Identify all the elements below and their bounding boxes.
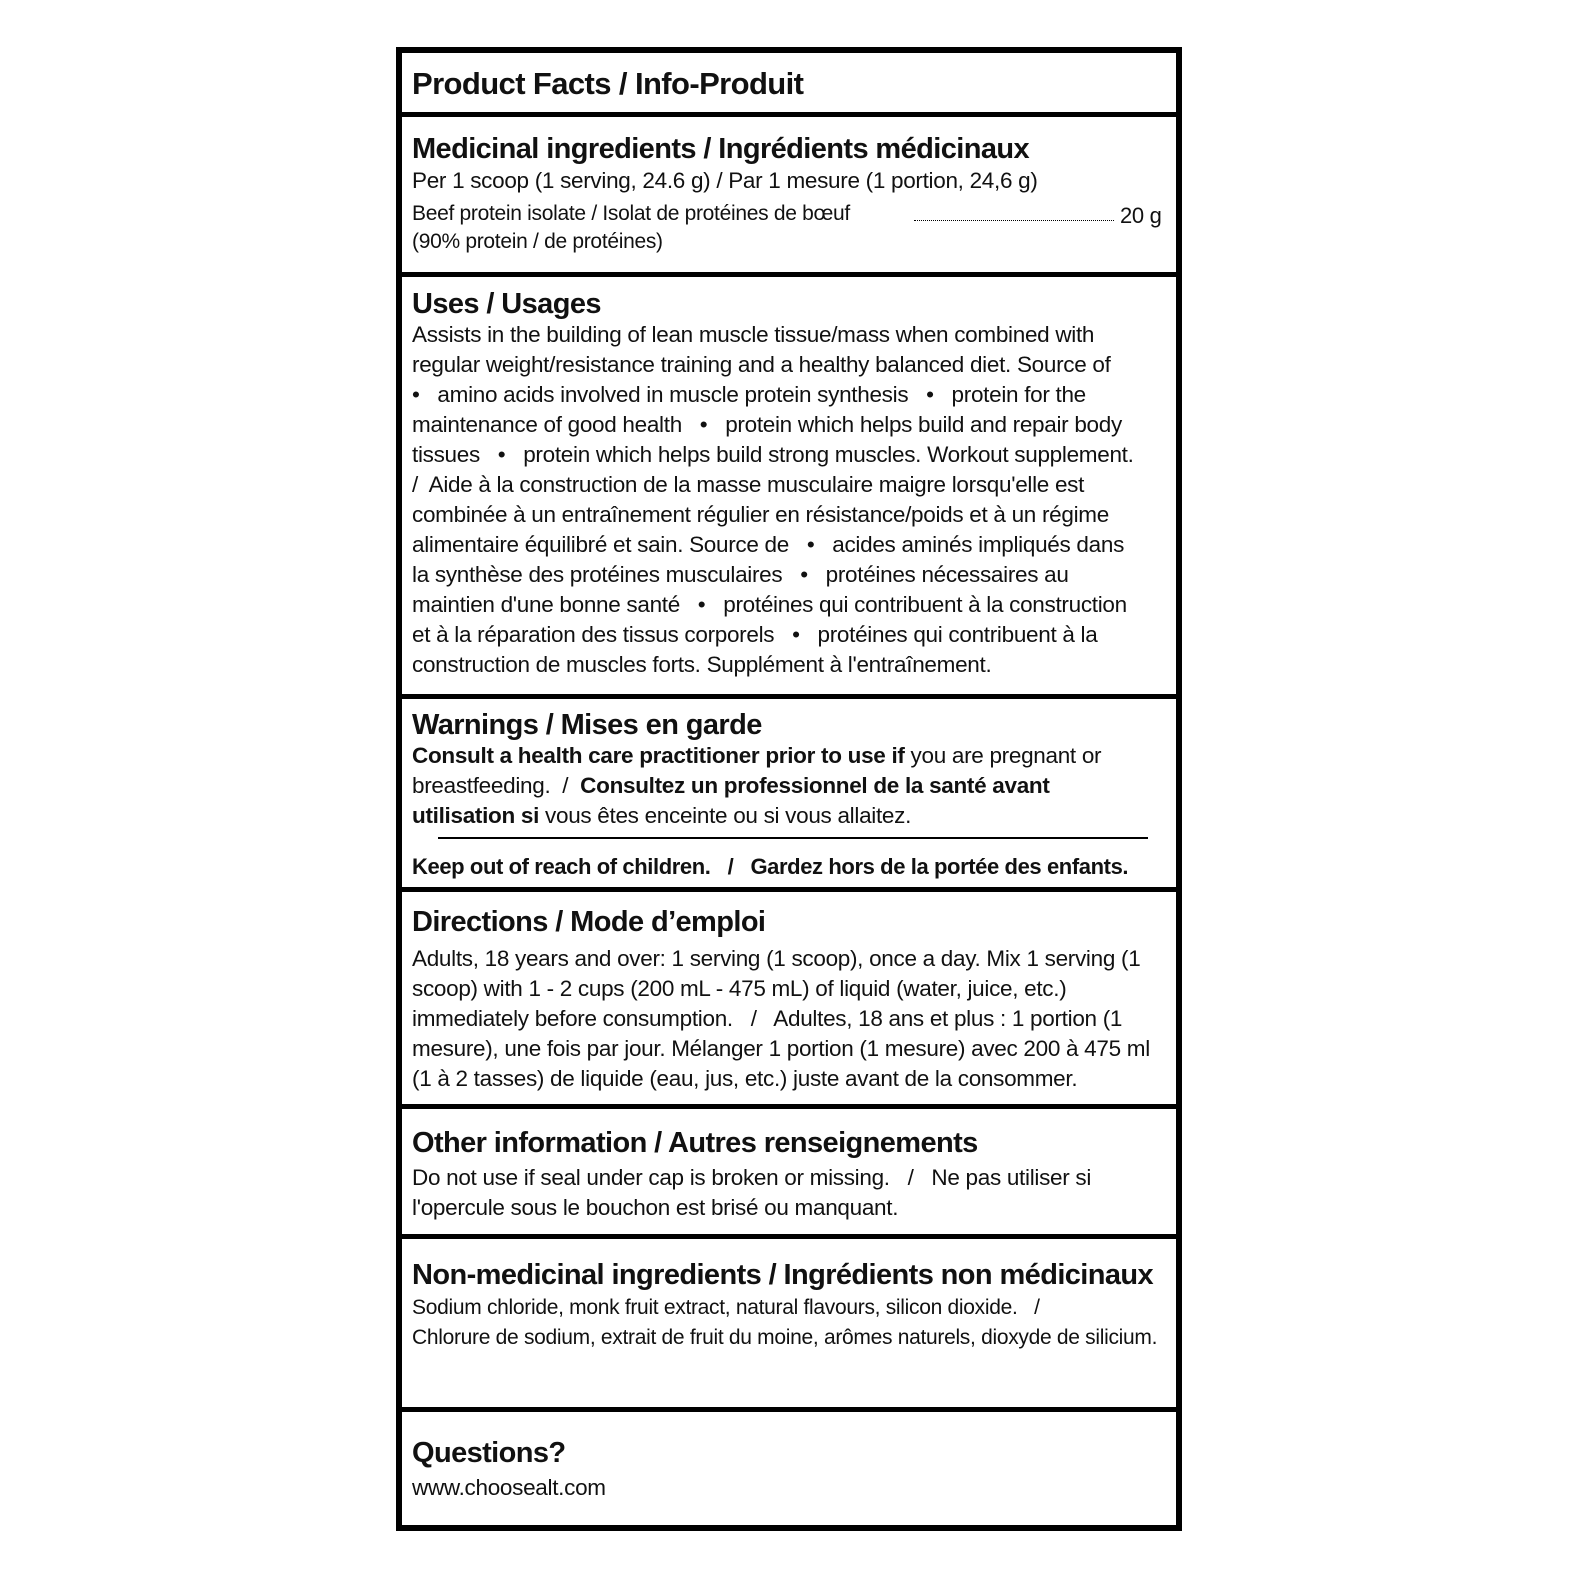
- directions-section: [402, 906, 1176, 1094]
- divider: [402, 1234, 1176, 1239]
- non-medicinal-line: Sodium chloride, monk fruit extract, natural flavours, silicon dioxide. /: [412, 1296, 1040, 1319]
- other-heading: Other information / Autres renseignements: [412, 1127, 978, 1159]
- other-line: l'opercule sous le bouchon est brisé ou manquant.: [412, 1195, 899, 1220]
- non-medicinal-heading: Non-medicinal ingredients / Ingrédients non médicinaux: [412, 1259, 1154, 1291]
- warning-fr-bold: utilisation si: [412, 803, 540, 828]
- product-facts-panel: [396, 47, 1182, 1531]
- uses-line: alimentaire équilibré et sain. Source de • acides aminés impliqués dans: [412, 532, 1125, 557]
- directions-line: Adults, 18 years and over: 1 serving (1 scoop), once a day. Mix 1 serving (1: [412, 946, 1141, 971]
- ingredient-row: [412, 200, 1168, 228]
- ingredient-amount: 20 g: [1120, 203, 1162, 228]
- uses-line: tissues • protein which helps build strong muscles. Workout supplement.: [412, 442, 1134, 467]
- questions-heading: Questions?: [412, 1437, 566, 1469]
- panel-title-section: [402, 67, 1176, 101]
- uses-line: combinée à un entraînement régulier en résistance/poids et à un régime: [412, 502, 1109, 527]
- keep-out-of-reach: Keep out of reach of children. / Gardez hors de la portée des enfants.: [412, 854, 1129, 879]
- warning-fr-text: vous êtes enceinte ou si vous allaitez.: [539, 803, 912, 828]
- uses-heading: Uses / Usages: [412, 288, 601, 320]
- ingredient-note: (90% protein / de protéines): [412, 230, 663, 253]
- medicinal-ingredients-section: [402, 133, 1176, 256]
- warning-line: [412, 771, 1168, 801]
- keep-out-section: [402, 852, 1176, 882]
- warning-en-bold: Consult a health care practitioner prior to use if: [412, 743, 905, 768]
- divider: [402, 694, 1176, 699]
- uses-line: maintenance of good health • protein which helps build and repair body: [412, 412, 1122, 437]
- website-link[interactable]: www.choosealt.com: [412, 1475, 606, 1500]
- dotted-leader: [914, 220, 1114, 221]
- panel-title: Product Facts / Info-Produit: [412, 66, 804, 101]
- uses-line: construction de muscles forts. Supplément à l'entraînement.: [412, 652, 992, 677]
- divider: [402, 1104, 1176, 1109]
- uses-line: maintien d'une bonne santé • protéines qui contribuent à la construction: [412, 592, 1127, 617]
- divider: [402, 112, 1176, 117]
- divider: [402, 887, 1176, 892]
- non-medicinal-line: Chlorure de sodium, extrait de fruit du moine, arômes naturels, dioxyde de silicium.: [412, 1326, 1158, 1349]
- ingredient-name: Beef protein isolate / Isolat de protéines de bœuf: [412, 202, 850, 225]
- warnings-inner-divider: [438, 837, 1148, 839]
- uses-line: regular weight/resistance training and a healthy balanced diet. Source of: [412, 352, 1111, 377]
- warning-en-text: breastfeeding. /: [412, 773, 581, 798]
- warnings-section: [402, 709, 1176, 831]
- uses-line: la synthèse des protéines musculaires • protéines nécessaires au: [412, 562, 1069, 587]
- divider: [402, 1407, 1176, 1412]
- directions-line: mesure), une fois par jour. Mélanger 1 portion (1 mesure) avec 200 à 475 ml: [412, 1036, 1150, 1061]
- other-line: Do not use if seal under cap is broken or missing. / Ne pas utiliser si: [412, 1165, 1092, 1190]
- warning-en-text: you are pregnant or: [904, 743, 1102, 768]
- non-medicinal-section: [402, 1259, 1176, 1353]
- directions-line: immediately before consumption. / Adultes, 18 ans et plus : 1 portion (1: [412, 1006, 1123, 1031]
- divider: [402, 272, 1176, 277]
- serving-size: Per 1 scoop (1 serving, 24.6 g) / Par 1 mesure (1 portion, 24,6 g): [412, 168, 1038, 193]
- warning-fr-bold: Consultez un professionnel de la santé avant: [580, 773, 1050, 798]
- uses-line: et à la réparation des tissus corporels • protéines qui contribuent à la: [412, 622, 1098, 647]
- uses-line: • amino acids involved in muscle protein synthesis • protein for the: [412, 382, 1086, 407]
- directions-line: scoop) with 1 - 2 cups (200 mL - 475 mL) of liquid (water, juice, etc.): [412, 976, 1067, 1001]
- uses-section: [402, 288, 1176, 680]
- directions-heading: Directions / Mode d’emploi: [412, 906, 766, 938]
- warning-line: [412, 741, 1168, 771]
- directions-line: (1 à 2 tasses) de liquide (eau, jus, etc.) juste avant de la consommer.: [412, 1066, 1078, 1091]
- other-information-section: [402, 1127, 1176, 1223]
- warnings-heading: Warnings / Mises en garde: [412, 709, 762, 741]
- uses-line: / Aide à la construction de la masse musculaire maigre lorsqu'elle est: [412, 472, 1085, 497]
- medicinal-heading: Medicinal ingredients / Ingrédients médicinaux: [412, 133, 1029, 165]
- warning-line: [412, 801, 1168, 831]
- uses-line: Assists in the building of lean muscle tissue/mass when combined with: [412, 322, 1095, 347]
- questions-section: [402, 1437, 1176, 1503]
